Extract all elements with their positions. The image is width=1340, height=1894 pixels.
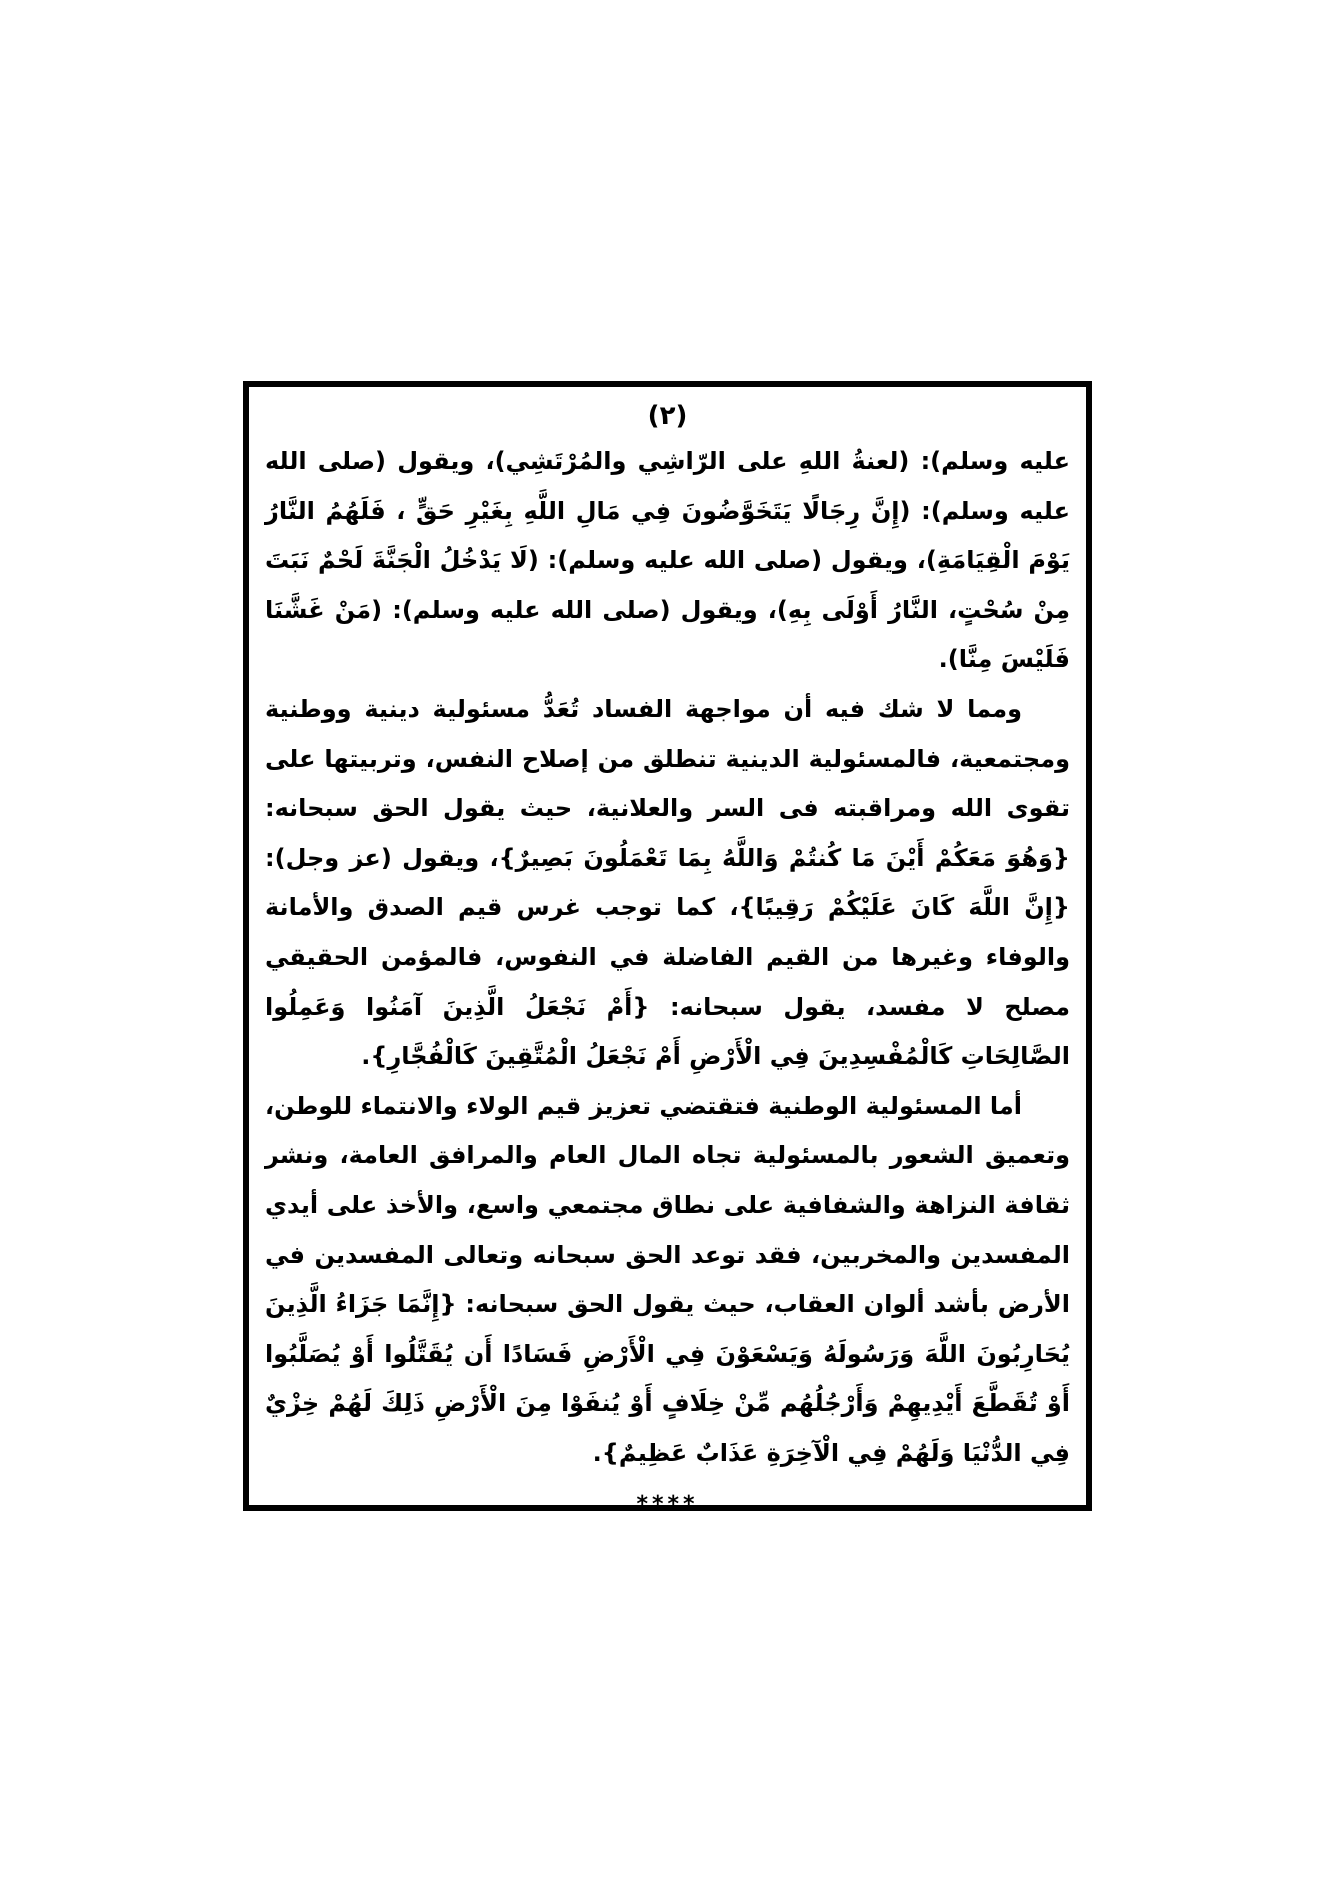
paragraph-national-responsibility: أما المسئولية الوطنية فتقتضي تعزيز قيم الولاء والانتماء للوطن، وتعميق الشعور بالمسئولية تجاه المال العام والمرافق العامة، ونشر ثقافة النزاهة والشفافية على نطاق مجتمعي واسع، والأخذ على أيدي المفسدين والمخربين، فقد توعد الحق سبحانه وتعالى المفسدين في الأرض بأشد ألوان العقاب، حيث يقول الحق سبحانه: {إِنَّمَا جَزَاءُ الَّذِينَ يُحَارِبُونَ اللَّهَ وَرَسُولَهُ وَيَسْعَوْنَ فِي الْأَرْضِ فَسَادًا أَن يُقَتَّلُوا أَوْ يُصَلَّبُوا أَوْ تُقَطَّعَ أَيْدِيهِمْ وَأَرْجُلُهُم مِّنْ خِلَافٍ أَوْ يُنفَوْا مِنَ الْأَرْضِ ذَلِكَ لَهُمْ خِزْيٌ فِي الدُّنْيَا وَلَهُمْ فِي الْآخِرَةِ عَذَابٌ عَظِيمٌ}.: [264, 1091, 1070, 1467]
page-number: (٢): [647, 401, 688, 431]
paragraph-hadith: عليه وسلم): (لعنةُ اللهِ على الرّاشِي والمُرْتَشِي)، ويقول (صلى الله عليه وسلم): (إِنَّ رِجَالًا يَتَخَوَّضُونَ فِي مَالِ اللَّهِ بِغَيْرِ حَقٍّ ، فَلَهُمُ النَّارُ يَوْمَ الْقِيَامَةِ)، ويقول (صلى الله عليه وسلم): (لَا يَدْخُلُ الْجَنَّةَ لَحْمٌ نَبَتَ مِنْ سُحْتٍ، النَّارُ أَوْلَى بِهِ)، ويقول (صلى الله عليه وسلم): (مَنْ غَشَّنَا فَلَيْسَ مِنَّا).: [265, 447, 1070, 674]
end-mark: ****: [636, 1492, 699, 1518]
paragraph-religious-responsibility: ومما لا شك فيه أن مواجهة الفساد تُعَدُّ مسئولية دينية ووطنية ومجتمعية، فالمسئولية الدينية تنطلق من إصلاح النفس، وتربيتها على تقوى الله ومراقبته فى السر والعلانية، حيث يقول الحق سبحانه: {وَهُوَ مَعَكُمْ أَيْنَ مَا كُنتُمْ وَاللَّهُ بِمَا تَعْمَلُونَ بَصِيرٌ}، ويقول (عز وجل): {إِنَّ اللَّهَ كَانَ عَلَيْكُمْ رَقِيبًا}، كما توجب غرس قيم الصدق والأمانة والوفاء وغيرها من القيم الفاضلة في النفوس، فالمؤمن الحقيقي مصلح لا مفسد، يقول سبحانه: {أَمْ نَجْعَلُ الَّذِينَ آمَنُوا وَعَمِلُوا الصَّالِحَاتِ كَالْمُفْسِدِينَ فِي الْأَرْضِ أَمْ نَجْعَلُ الْمُتَّقِينَ كَالْفُجَّارِ}.: [265, 694, 1070, 1071]
page-frame: [243, 381, 1092, 1518]
